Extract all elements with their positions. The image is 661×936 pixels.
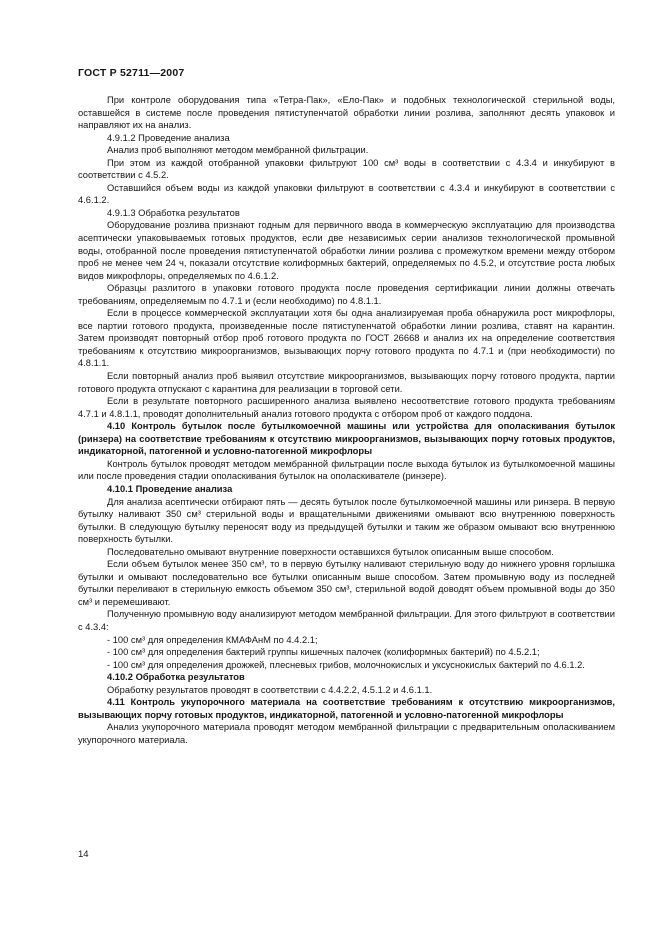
paragraph: Если повторный анализ проб выявил отсутствие микроорганизмов, вызывающих порчу готового продукта, партии готового продукта отпускают с карантина для реализации в торговой сети. bbox=[78, 371, 615, 394]
document-body bbox=[78, 94, 615, 746]
subsection-heading: 4.9.1.3 Обработка результатов bbox=[107, 207, 240, 218]
section-heading: 4.10 Контроль бутылок после бутылкомоечной машины или устройства для ополаскивания бутылок (ринзера) на соответствие требованиям к отсутствию микроорганизмов, вызывающих порчу готовых продуктов, индикаторной, патогенной и условно-патогенной микрофлоры bbox=[78, 421, 615, 457]
paragraph: При этом из каждой отобранной упаковки фильтруют 100 см³ воды в соответствии с 4.3.4 и инкубируют в соответствии с 4.5.2. bbox=[78, 157, 615, 181]
list-item: - 100 см³ для определения дрожжей, плесневых грибов, молочнокислых и уксуснокислых бактерий по 4.6.1.2. bbox=[107, 659, 585, 670]
list-item: - 100 см³ для определения КМАФАнМ по 4.4.2.1; bbox=[107, 634, 318, 645]
paragraph: Обработку результатов проводят в соответствии с 4.4.2.2, 4.5.1.2 и 4.6.1.1. bbox=[107, 684, 433, 695]
paragraph: Последовательно омывают внутренние поверхности оставшихся бутылок описанным выше способом. bbox=[107, 546, 554, 557]
paragraph: При контроле оборудования типа «Тетра-Пак», «Ело-Пак» и подобных технологической стерильной воды, оставшейся в системе после проведения пятиступенчатой обработки линии розлива, заполняют десять упаковок и направляют их на анализ. bbox=[78, 95, 615, 131]
page-number: 14 bbox=[78, 849, 89, 860]
subsection-heading: 4.10.2 Обработка результатов bbox=[107, 672, 245, 683]
paragraph: Полученную промывную воду анализируют методом мембранной фильтрации. Для этого фильтруют в соответствии с 4.3.4: bbox=[78, 609, 615, 632]
paragraph: Если в результате повторного расширенного анализа выявлено несоответствие готового продукта требованиям 4.7.1 и 4.8.1.1, проводят дополнительный анализ готового продукта с отбором проб от каждого поддона. bbox=[78, 396, 615, 419]
paragraph: Для анализа асептически отбирают пять — десять бутылок после бутылкомоечной машины или ринзера. В первую бутылку наливают 350 см³ стерильной воды и вращательными движениями омывают всю внутреннюю поверхность бутылки. В следующую бутылку переносят воду из предыдущей бутылки и таким же образом омывают всю внутреннюю поверхность бутылки. bbox=[78, 496, 615, 545]
paragraph: Если объем бутылок менее 350 см³, то в первую бутылку наливают стерильную воду до нижнего уровня горлышка бутылки и омывают последовательно все бутылки описанным выше способом. Затем промывную воду из последней бутылки переливают в стерильную емкость объемом 350 см³, стерильной водой доводят объем промывной воды до 350 см³ и перемешивают. bbox=[78, 559, 615, 607]
paragraph: Контроль бутылок проводят методом мембранной фильтрации после выхода бутылок из бутылкомоечной машины или после проведения стадии ополаскивания бутылок на ополаскивателе (ринзере). bbox=[78, 458, 615, 482]
list-item: - 100 см³ для определения бактерий группы кишечных палочек (колиформных бактерий) по 4.5.2.1; bbox=[107, 647, 540, 658]
paragraph: Оставшийся объем воды из каждой упаковки фильтруют в соответствии с 4.3.4 и инкубируют в соответствии с 4.6.1.2. bbox=[78, 182, 615, 206]
paragraph: Анализ укупорочного материала проводят методом мембранной фильтрации с предварительным ополаскиванием укупорочного материала. bbox=[78, 722, 615, 745]
subsection-heading: 4.10.1 Проведение анализа bbox=[107, 483, 233, 494]
subsection-heading: 4.9.1.2 Проведение анализа bbox=[107, 132, 230, 143]
paragraph: Анализ проб выполняют методом мембранной фильтрации. bbox=[107, 145, 369, 156]
paragraph: Образцы разлитого в упаковки готового продукта после проведения сертификации линии должны отвечать требованиям, определяемым по 4.7.1 и (если необходимо) по 4.8.1.1. bbox=[78, 283, 615, 306]
document-header: ГОСТ Р 52711—2007 bbox=[78, 67, 185, 79]
paragraph: Оборудование розлива признают годным для первичного ввода в коммерческую эксплуатацию для производства асептически упаковываемых готовых продуктов, если две независимых серии анализов технологической промывной воды, отобранной после проведения пятиступенчатой обработки линии розлива с промежутком времени между отбором проб не менее чем 24 ч, показали отсутствие колиформных бактерий, определяемых по 4.5.2, и отсутствие роста любых видов микрофлоры, определяемых по 4.6.1.2. bbox=[78, 220, 615, 281]
section-heading: 4.11 Контроль укупорочного материала на соответствие требованиям к отсутствию микроорганизмов, вызывающих порчу готовых продуктов, индикаторной, патогенной и условно-патогенной микрофлоры bbox=[78, 697, 615, 720]
paragraph: Если в процессе коммерческой эксплуатации хотя бы одна анализируемая проба обнаружила рост микрофлоры, все партии готового продукта, произведенные после пятиступенчатой обработки линии розлива, ставят на карантин. Затем производят повторный отбор проб готового продукта по ГОСТ 26668 и анализ их на определение соответствия требованиям к отсутствию микроорганизмов, вызывающих порчу готового продукта по 4.7.1 и (при необходимости) по 4.8.1.1. bbox=[78, 308, 615, 369]
